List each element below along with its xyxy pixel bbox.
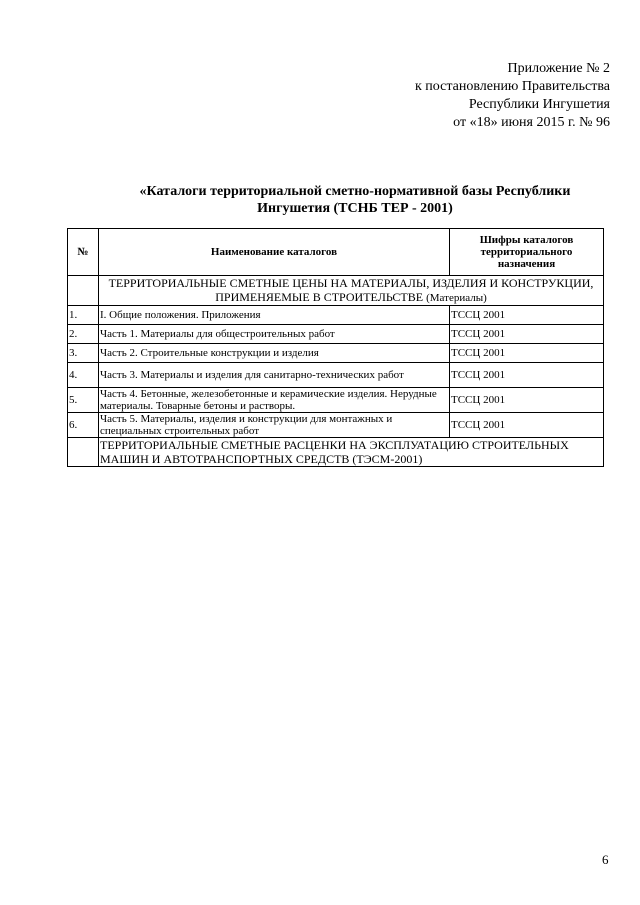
row-code: ТССЦ 2001 [450, 306, 604, 325]
row-name: Часть 3. Материалы и изделия для санитарно-технических работ [99, 363, 450, 388]
column-header-name: Наименование каталогов [99, 229, 450, 276]
section-heading-materials-suffix: (Материалы) [426, 292, 487, 304]
table-row [68, 413, 604, 438]
row-name: I. Общие положения. Приложения [99, 306, 450, 325]
table-row [68, 325, 604, 344]
title-line-1: «Каталоги территориальной сметно-нормативной базы Республики [139, 184, 571, 199]
row-name: Часть 2. Строительные конструкции и изделия [99, 344, 450, 363]
title-line-2: Ингушетия (ТСНБ ТЕР - 2001) [257, 201, 453, 216]
section-empty-cell [68, 276, 99, 306]
row-number: 4. [68, 363, 99, 388]
row-number: 6. [68, 413, 99, 438]
table-row [68, 344, 604, 363]
section-heading-materials [99, 276, 604, 306]
row-number: 3. [68, 344, 99, 363]
row-code: ТССЦ 2001 [450, 344, 604, 363]
row-name: Часть 4. Бетонные, железобетонные и керамические изделия. Нерудные материалы. Товарные бетоны и растворы. [99, 388, 450, 413]
row-number: 5. [68, 388, 99, 413]
document-title [100, 183, 610, 217]
page-number: 6 [602, 852, 609, 867]
section-heading-materials-text: ТЕРРИТОРИАЛЬНЫЕ СМЕТНЫЕ ЦЕНЫ НА МАТЕРИАЛЫ, ИЗДЕЛИЯ И КОНСТРУКЦИИ, ПРИМЕНЯЕМЫЕ В СТРОИТЕЛЬСТВЕ [108, 276, 594, 304]
table-row [68, 363, 604, 388]
column-header-code: Шифры каталогов территориального назначения [450, 229, 604, 276]
section-heading-machines: ТЕРРИТОРИАЛЬНЫЕ СМЕТНЫЕ РАСЦЕНКИ НА ЭКСПЛУАТАЦИЮ СТРОИТЕЛЬНЫХ МАШИН И АВТОТРАНСПОРТНЫХ СРЕДСТВ (ТЭСМ-2001) [99, 438, 604, 467]
row-number: 1. [68, 306, 99, 325]
row-code: ТССЦ 2001 [450, 413, 604, 438]
table-row [68, 388, 604, 413]
table-row [68, 306, 604, 325]
header-line-republic: Республики Ингушетия [468, 97, 610, 112]
header-line-date: от «18» июня 2015 г. № 96 [453, 115, 610, 130]
row-number: 2. [68, 325, 99, 344]
section-row-machines [68, 438, 604, 467]
row-name: Часть 5. Материалы, изделия и конструкции для монтажных и специальных строительных работ [99, 413, 450, 438]
section-empty-cell [68, 438, 99, 467]
catalog-table [67, 228, 604, 467]
row-name: Часть 1. Материалы для общестроительных работ [99, 325, 450, 344]
header-line-resolution: к постановлению Правительства [414, 79, 610, 94]
row-code: ТССЦ 2001 [450, 363, 604, 388]
table-header-row [68, 229, 604, 276]
section-row-materials [68, 276, 604, 306]
approval-header [415, 60, 610, 132]
header-line-appendix: Приложение № 2 [507, 61, 610, 76]
row-code: ТССЦ 2001 [450, 325, 604, 344]
row-code: ТССЦ 2001 [450, 388, 604, 413]
column-header-number: № [68, 229, 99, 276]
